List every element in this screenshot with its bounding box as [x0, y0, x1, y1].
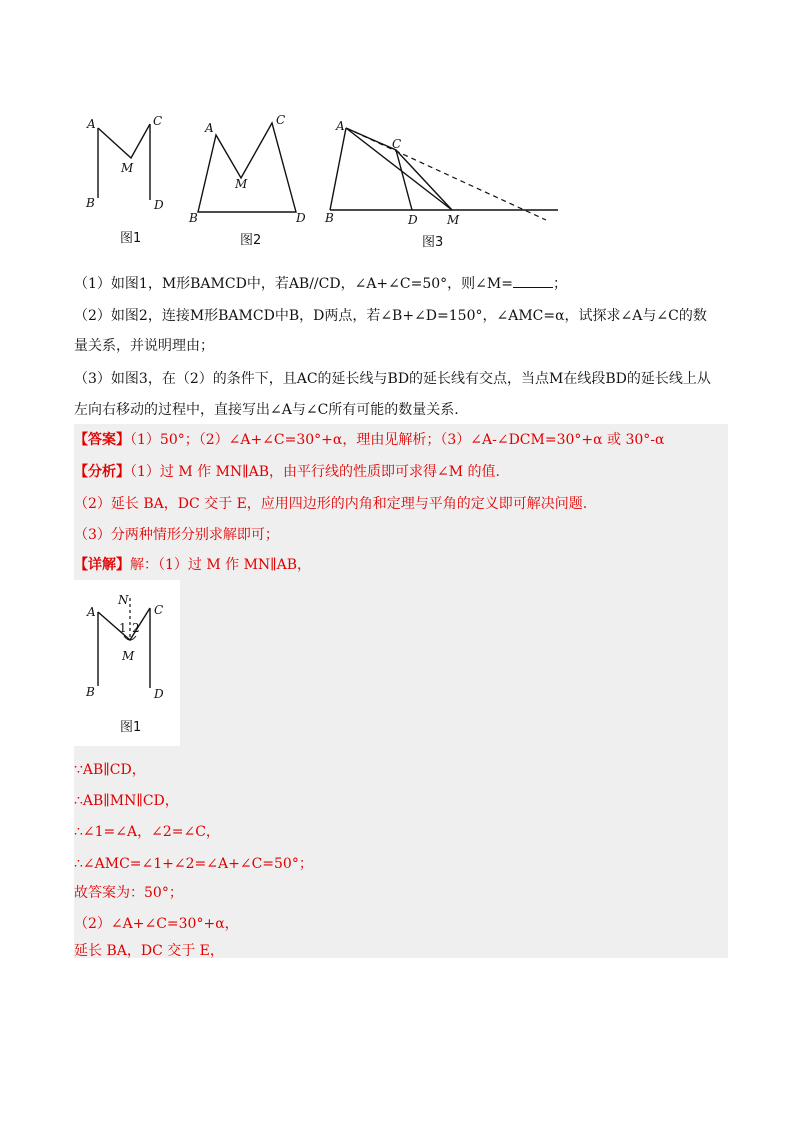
fig2-label-b: B	[189, 211, 198, 225]
analysis-line-1: 【分析】（1）过 M 作 MN∥AB，由平行线的性质即可求得∠M 的值.	[74, 464, 501, 480]
step-5: 故答案为：50°；	[74, 885, 183, 901]
fig1b-label-d: D	[154, 687, 164, 701]
question-2-line-1: （2）如图2，连接M形BAMCD中B，D两点，若∠B+∠D=150°，∠AMC=α，试探求∠A与∠C的数	[74, 308, 707, 324]
step-2: ∴AB∥MN∥CD，	[74, 793, 179, 809]
fig3-label-m: M	[447, 213, 460, 227]
question-2-line-2: 量关系，并说明理由；	[74, 338, 214, 354]
fig2-label-d: D	[296, 211, 306, 225]
fig2-label-a: A	[205, 121, 214, 135]
figure-1-annotated	[80, 588, 180, 738]
fig1-label-a: A	[87, 117, 96, 131]
figure-2	[186, 110, 316, 250]
fig3-label-b: B	[325, 211, 334, 225]
figure-1	[80, 110, 180, 250]
fig1b-caption: 图1	[120, 720, 142, 735]
step-3: ∴∠1=∠A，∠2=∠C，	[74, 824, 220, 840]
detail-line-1: 【详解】解：（1）过 M 作 MN∥AB，	[74, 557, 312, 573]
fig3-label-a: A	[336, 119, 345, 133]
fig3-label-d: D	[408, 213, 418, 227]
analysis-line-2: （2）延长 BA，DC 交于 E，应用四边形的内角和定理与平角的定义即可解决问题.	[74, 496, 588, 512]
answer-tag: 【答案】	[74, 432, 130, 448]
question-3-line-2: 左向右移动的过程中，直接写出∠A与∠C所有可能的数量关系.	[74, 402, 459, 418]
step-4: ∴∠AMC=∠1+∠2=∠A+∠C=50°；	[74, 856, 313, 872]
fig1b-label-m: M	[122, 649, 135, 663]
fig1b-label-1: 1	[119, 621, 127, 635]
fig1-label-c: C	[153, 114, 163, 128]
fig2-caption: 图2	[240, 233, 262, 248]
figure-3	[322, 110, 562, 250]
fig2-label-c: C	[276, 113, 286, 127]
detail-tag: 【详解】	[74, 557, 130, 573]
fig3-label-c: C	[392, 137, 402, 151]
fig1b-label-c: C	[154, 603, 164, 617]
answer-text: （1）50°；（2）∠A+∠C=30°+α，理由见解析；（3）∠A-∠DCM=30°+α 或 30°-α	[130, 432, 665, 448]
fig1-caption: 图1	[120, 231, 142, 246]
fig1b-label-a: A	[87, 605, 96, 619]
answer-blank[interactable]	[513, 275, 553, 288]
step-1: ∵AB∥CD，	[74, 762, 146, 778]
fig2-label-m: M	[235, 177, 248, 191]
question-1: （1）如图1，M形BAMCD中，若AB//CD，∠A+∠C=50°，则∠M= ；	[74, 276, 567, 292]
fig1b-label-b: B	[86, 685, 95, 699]
fig1-label-d: D	[154, 198, 164, 212]
question-3-line-1: （3）如图3，在（2）的条件下，且AC的延长线与BD的延长线有交点，当点M在线段BD的延长线上从	[74, 371, 711, 387]
fig1b-label-n: N	[118, 593, 129, 607]
step-6: （2）∠A+∠C=30°+α，	[74, 916, 239, 932]
fig1-label-b: B	[86, 196, 95, 210]
fig1b-label-2: 2	[132, 621, 140, 635]
answer-line	[74, 430, 664, 450]
step-7: 延长 BA，DC 交于 E，	[74, 943, 224, 959]
fig1-label-m: M	[121, 161, 134, 175]
analysis-line-3: （3）分两种情形分别求解即可；	[74, 527, 279, 543]
analysis-tag: 【分析】	[74, 464, 130, 480]
fig3-caption: 图3	[422, 235, 444, 250]
